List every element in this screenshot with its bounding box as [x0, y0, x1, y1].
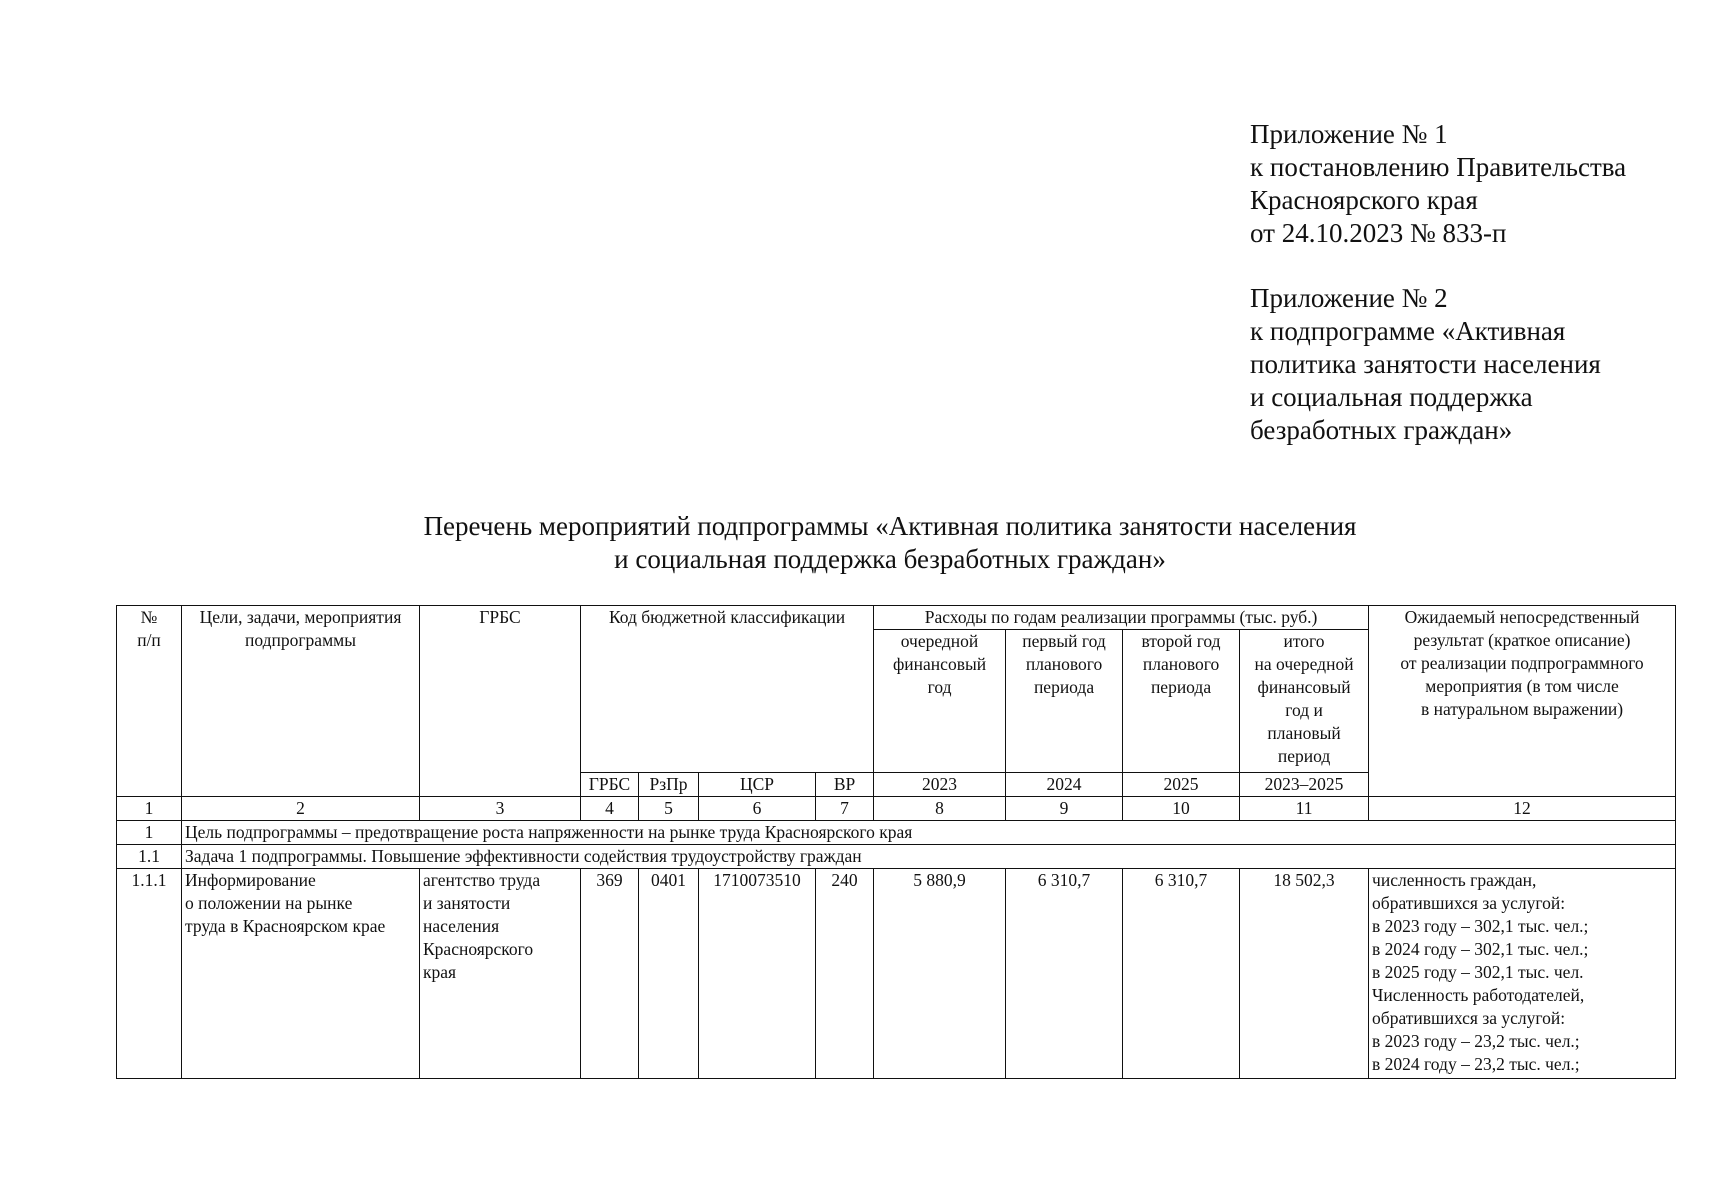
column-number: 12	[1369, 797, 1676, 821]
header-code-vr: ВР	[816, 773, 874, 797]
measure-vr: 240	[816, 869, 874, 1079]
title-line: и социальная поддержка безработных граждан»	[614, 544, 1166, 574]
appendix-2-line: Приложение № 2	[1250, 283, 1448, 313]
measure-grbs: агентство труда и занятости населения Красноярского края	[420, 869, 581, 1079]
header-year-2024: 2024	[1006, 773, 1123, 797]
measure-code-grbs: 369	[581, 869, 639, 1079]
appendix-1-block	[1250, 118, 1626, 250]
header-year-first: первый год планового периода	[1006, 630, 1123, 773]
column-number-row	[117, 797, 1676, 821]
header-budget-code: Код бюджетной классификации	[581, 606, 874, 773]
header-year-second: второй год планового периода	[1123, 630, 1240, 773]
header-expected-result: Ожидаемый непосредственный результат (краткое описание) от реализации подпрограммного мероприятия (в том числе в натуральном выражении)	[1369, 606, 1676, 797]
header-code-csr: ЦСР	[699, 773, 816, 797]
goal-row	[117, 821, 1676, 845]
appendix-2-line: и социальная поддержка	[1250, 382, 1533, 412]
appendix-2-block	[1250, 282, 1601, 447]
column-number: 2	[182, 797, 420, 821]
title-line: Перечень мероприятий подпрограммы «Активная политика занятости населения	[423, 511, 1357, 541]
measures-table	[116, 605, 1676, 1079]
appendix-1-line: Приложение № 1	[1250, 119, 1448, 149]
header-year-range: 2023–2025	[1240, 773, 1369, 797]
column-number: 6	[699, 797, 816, 821]
table-header-row	[117, 606, 1676, 630]
column-number: 9	[1006, 797, 1123, 821]
header-grbs: ГРБС	[420, 606, 581, 797]
appendix-2-line: политика занятости населения	[1250, 349, 1601, 379]
measure-expected-result: численность граждан, обратившихся за услугой: в 2023 году – 302,1 тыс. чел.; в 2024 году – 302,1 тыс. чел.; в 2025 году – 302,1 тыс. чел. Численность работодателей, обратившихся за услугой: в 2023 году – 23,2 тыс. чел.; в 2024 году – 23,2 тыс. чел.;	[1369, 869, 1676, 1079]
goal-num: 1	[117, 821, 182, 845]
appendix-2-line: безработных граждан»	[1250, 415, 1513, 445]
header-code-rzpr: РзПр	[639, 773, 699, 797]
measure-expense-2023: 5 880,9	[874, 869, 1006, 1079]
header-num: № п/п	[117, 606, 182, 797]
appendix-1-line: от 24.10.2023 № 833-п	[1250, 218, 1507, 248]
header-year-total: итого на очередной финансовый год и плановый период	[1240, 630, 1369, 773]
header-goals: Цели, задачи, мероприятия подпрограммы	[182, 606, 420, 797]
header-code-grbs: ГРБС	[581, 773, 639, 797]
appendix-1-line: Красноярского края	[1250, 185, 1478, 215]
column-number: 1	[117, 797, 182, 821]
header-year-current: очередной финансовый год	[874, 630, 1006, 773]
task-row	[117, 845, 1676, 869]
measure-csr: 1710073510	[699, 869, 816, 1079]
measure-expense-total: 18 502,3	[1240, 869, 1369, 1079]
task-text: Задача 1 подпрограммы. Повышение эффективности содействия трудоустройству граждан	[182, 845, 1676, 869]
header-expenses: Расходы по годам реализации программы (тыс. руб.)	[874, 606, 1369, 630]
header-year-2023: 2023	[874, 773, 1006, 797]
measure-num: 1.1.1	[117, 869, 182, 1079]
appendix-2-line: к подпрограмме «Активная	[1250, 316, 1566, 346]
measure-expense-2025: 6 310,7	[1123, 869, 1240, 1079]
header-year-2025: 2025	[1123, 773, 1240, 797]
task-num: 1.1	[117, 845, 182, 869]
document-title	[300, 510, 1480, 576]
column-number: 5	[639, 797, 699, 821]
goal-text: Цель подпрограммы – предотвращение роста напряженности на рынке труда Красноярского края	[182, 821, 1676, 845]
column-number: 7	[816, 797, 874, 821]
measure-rzpr: 0401	[639, 869, 699, 1079]
column-number: 8	[874, 797, 1006, 821]
column-number: 3	[420, 797, 581, 821]
measure-expense-2024: 6 310,7	[1006, 869, 1123, 1079]
column-number: 10	[1123, 797, 1240, 821]
measure-name: Информирование о положении на рынке труда в Красноярском крае	[182, 869, 420, 1079]
appendix-1-line: к постановлению Правительства	[1250, 152, 1627, 182]
column-number: 11	[1240, 797, 1369, 821]
column-number: 4	[581, 797, 639, 821]
measure-row	[117, 869, 1676, 1079]
